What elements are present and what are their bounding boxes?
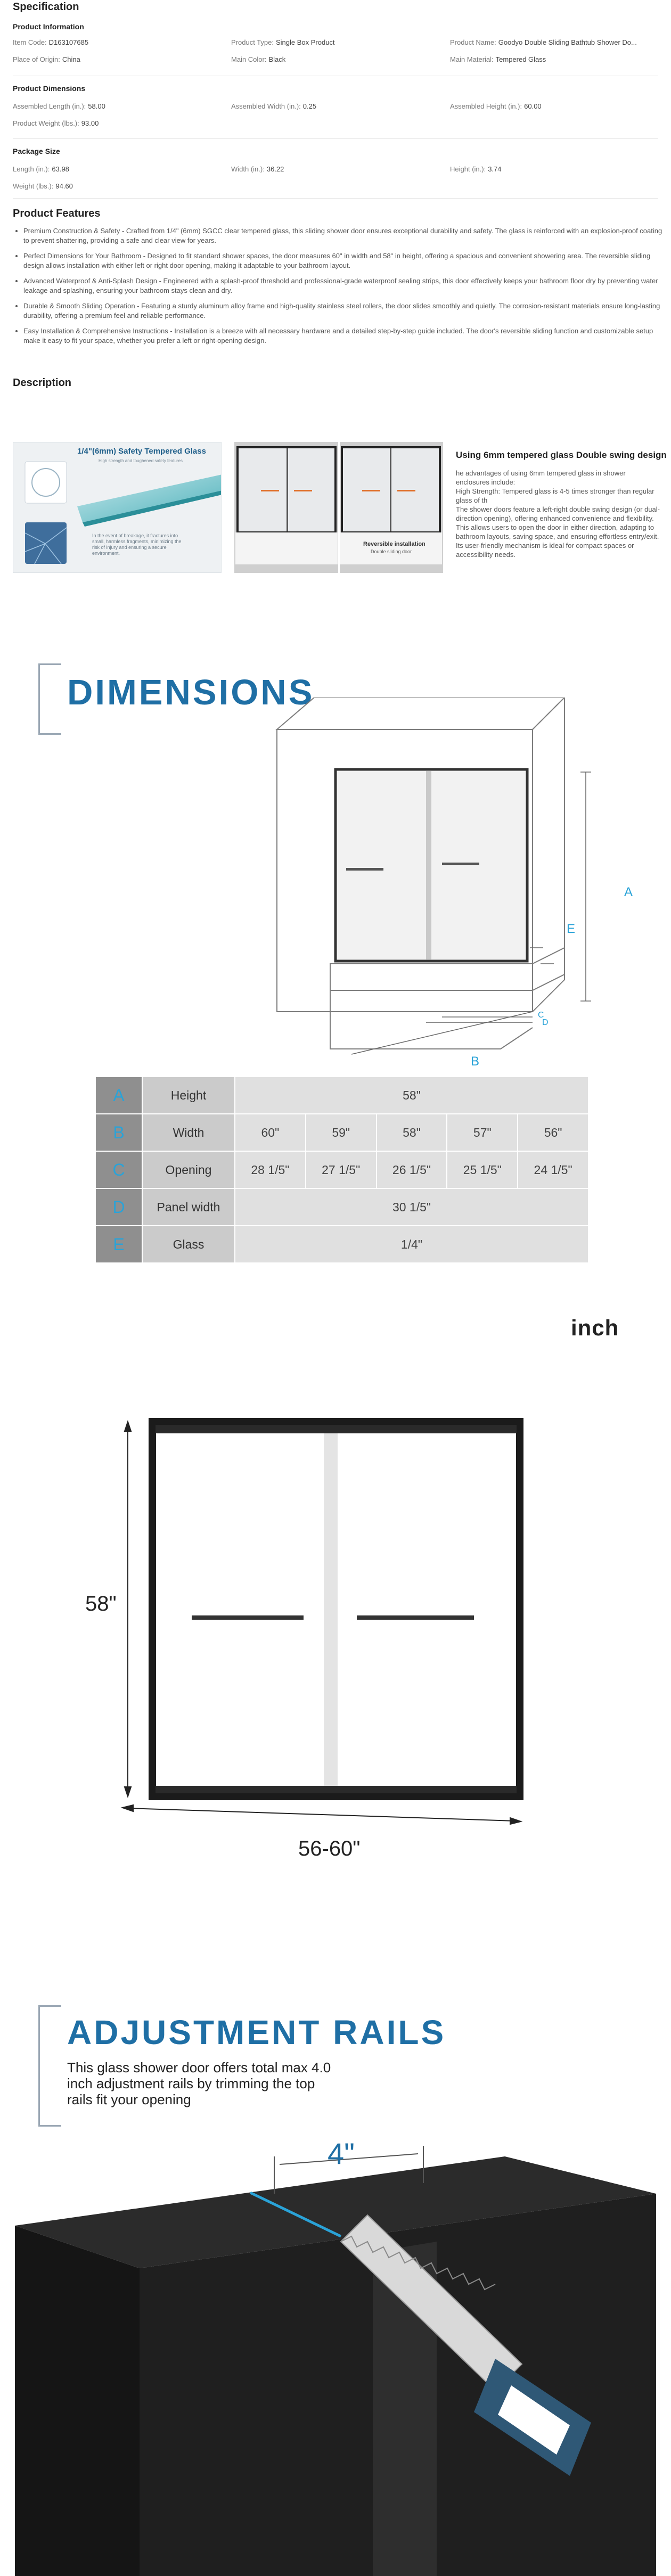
row-letter: C: [96, 1152, 142, 1188]
description-text-body: he advantages of using 6mm tempered glass in shower enclosures include: High Strength: Tempered glass is 4-5 times stronger than regular glass of th The shower doors feature a left-right double swing design (or dual-direction opening), offering enhanced convenience and flexibility. This allows users to open the door in either direction, adapting to bathroom layouts, saving space, and ensuring effortless entry/exit. Its user-friendly mechanism is ideal for compact spaces or accessibility needs.: [456, 469, 660, 559]
dim-line-e: [530, 948, 554, 964]
unit-label: inch: [571, 1315, 619, 1340]
row-letter: B: [96, 1114, 142, 1151]
product-dimensions-heading: Product Dimensions: [13, 84, 86, 93]
specification-title: Specification: [13, 1, 79, 13]
row-label: Width: [143, 1114, 234, 1151]
row-value: 26 1/5": [377, 1152, 447, 1188]
door-assembly: [336, 769, 527, 961]
door-divider-right: [390, 448, 391, 531]
row-letter: E: [96, 1226, 142, 1262]
feature-item: • Premium Construction & Safety - Crafted from 1/4" (6mm) SGCC clear tempered glass, this sliding shower door ensures exceptional durability and safety. The glass is reinforced with an explosion-proof coating to prevent shattering, providing a safe and clear view for years.: [23, 226, 665, 245]
dimensions-diagram: [266, 698, 650, 1070]
row-value: 60": [235, 1114, 305, 1151]
diagram-label-b: B: [471, 1054, 480, 1069]
front-top-rail: [156, 1425, 517, 1433]
spec-product-weight: Product Weight (lbs.): 93.00: [13, 119, 99, 127]
bathtub-right: [340, 532, 442, 564]
rail-front-face: [15, 2226, 140, 2576]
row-letter: D: [96, 1189, 142, 1225]
spec-package-weight: Weight (lbs.): 94.60: [13, 182, 73, 190]
spec-main-material: Main Material: Tempered Glass: [450, 55, 546, 63]
front-handle-right: [357, 1615, 474, 1620]
features-list: [13, 226, 665, 351]
front-bottom-rail: [156, 1786, 517, 1793]
row-label: Opening: [143, 1152, 234, 1188]
feature-item: • Perfect Dimensions for Your Bathroom - Designed to fit standard shower spaces, the door measures 60" in width and 58" in height, offering a spacious and convenient showering area. The reversible sliding design allows installation with either left or right door opening, making it adaptable to your bathroom layout.: [23, 251, 665, 270]
row-value: 27 1/5": [306, 1152, 376, 1188]
feature-item: • Durable & Smooth Sliding Operation - Featuring a sturdy aluminum alloy frame and high-quality stainless steel rollers, the door slides smoothly and quietly. The corrosion-resistant materials ensure long-lasting durability, offering a premium feel and reliable performance.: [23, 301, 665, 321]
row-value: 28 1/5": [235, 1152, 305, 1188]
table-row: [96, 1226, 588, 1262]
front-panel-overlap: [324, 1433, 338, 1786]
glass-image-heading: 1/4"(6mm) Safety Tempered Glass: [77, 447, 206, 456]
front-height-label: 58": [85, 1592, 117, 1615]
adjustment-title: ADJUSTMENT RAILS: [67, 2013, 446, 2052]
spec-place-of-origin: Place of Origin: China: [13, 55, 80, 63]
height-arrow-top: [125, 1422, 131, 1431]
table-row: [96, 1077, 588, 1113]
adjustment-illustration: [0, 2135, 671, 2576]
handle-right-2: [397, 490, 415, 491]
feature-item: • Advanced Waterproof & Anti-Splash Design - Engineered with a splash-proof threshold and professional-grade waterproof sealing strips, this door effectively keeps your bathroom floor dry by preventing water leakage and splashing, ensuring your bathroom stays clean and dry.: [23, 276, 665, 296]
door-divider-left: [287, 448, 288, 531]
side-wall: [533, 698, 564, 1012]
tempered-glass-image: [13, 442, 222, 573]
table-row: [96, 1152, 588, 1188]
width-arrow-left: [122, 1805, 133, 1811]
width-arrow-right: [510, 1818, 521, 1824]
door-handle-right: [442, 863, 479, 865]
spec-package-height: Height (in.): 3.74: [450, 165, 502, 173]
spec-product-name: Product Name: Goodyo Double Sliding Bathtub Shower Do...: [450, 38, 637, 46]
divider: [13, 198, 658, 199]
handle-left-2: [294, 490, 312, 491]
bathroom-illustration: [234, 442, 443, 573]
product-features-title: Product Features: [13, 208, 101, 219]
table-row: [96, 1189, 588, 1225]
dim-line-b: [351, 1012, 533, 1054]
handle-left: [261, 490, 279, 491]
handle-right: [362, 490, 380, 491]
row-label: Panel width: [143, 1189, 234, 1225]
spec-package-width: Width (in.): 36.22: [231, 165, 284, 173]
table-row: [96, 1114, 588, 1151]
dim-line-a: [580, 772, 591, 1001]
measure-label: 4": [328, 2137, 355, 2170]
bathtub-left: [235, 532, 338, 564]
front-view-diagram: [75, 1406, 543, 1874]
row-value: 56": [518, 1114, 588, 1151]
spec-product-type: Product Type: Single Box Product: [231, 38, 335, 46]
row-value: 57": [447, 1114, 517, 1151]
door-overlap: [426, 771, 431, 959]
row-label: Glass: [143, 1226, 234, 1262]
row-label: Height: [143, 1077, 234, 1113]
front-width-label: 56-60": [298, 1837, 361, 1860]
row-value: 58": [235, 1077, 588, 1113]
diagram-label-a: A: [624, 885, 633, 899]
spec-assembled-length: Assembled Length (in.): 58.00: [13, 102, 105, 110]
door-handle-left: [346, 868, 383, 871]
spec-package-length: Length (in.): 63.98: [13, 165, 69, 173]
divider: [13, 138, 658, 139]
spec-item-code: Item Code: D163107685: [13, 38, 89, 46]
glass-image-subheading: High strength and toughened safety features: [99, 458, 183, 463]
room-caption-title: Reversible installation: [363, 541, 425, 547]
row-value: 59": [306, 1114, 376, 1151]
row-value: 30 1/5": [235, 1189, 588, 1225]
spec-main-color: Main Color: Black: [231, 55, 286, 63]
ceiling-line: [277, 698, 564, 729]
row-value: 24 1/5": [518, 1152, 588, 1188]
dimensions-table: [95, 1076, 589, 1264]
row-value: 25 1/5": [447, 1152, 517, 1188]
spec-assembled-width: Assembled Width (in.): 0.25: [231, 102, 317, 110]
image-split-line: [338, 442, 340, 573]
diagram-label-c: C: [538, 1011, 544, 1020]
description-title: Description: [13, 377, 72, 389]
adjustment-subtitle: This glass shower door offers total max 4.0 inch adjustment rails by trimming the top rails fit your opening: [67, 2060, 331, 2107]
product-information-heading: Product Information: [13, 22, 84, 31]
title-bracket: [38, 663, 61, 735]
row-value: 58": [377, 1114, 447, 1151]
room-caption-sub: Double sliding door: [371, 549, 412, 554]
spec-assembled-height: Assembled Height (in.): 60.00: [450, 102, 542, 110]
width-dimension-line: [128, 1808, 515, 1821]
glass-image-note: In the event of breakage, it fractures into small, harmless fragments, minimizing the risk of injury and ensuring a secure environment.: [92, 533, 182, 556]
row-value: 1/4": [235, 1226, 588, 1262]
diagram-label-e: E: [567, 922, 576, 936]
height-arrow-bottom: [125, 1787, 131, 1796]
title-bracket: [38, 2005, 61, 2127]
feature-item: • Easy Installation & Comprehensive Instructions - Installation is a breeze with all necessary hardware and a detailed step-by-step guide included. The door's reversible sliding function and customizable setup make it easy to fit your space, whether you prefer a left or right-opening design.: [23, 326, 665, 346]
row-letter: A: [96, 1077, 142, 1113]
diagram-label-d: D: [542, 1018, 549, 1027]
glass-detail-box: [25, 462, 67, 503]
description-text-title: Using 6mm tempered glass Double swing design: [456, 450, 667, 460]
front-handle-left: [192, 1615, 304, 1620]
package-size-heading: Package Size: [13, 147, 60, 155]
bathroom-installation-image: [234, 442, 443, 573]
dimensions-title: DIMENSIONS: [67, 672, 315, 712]
